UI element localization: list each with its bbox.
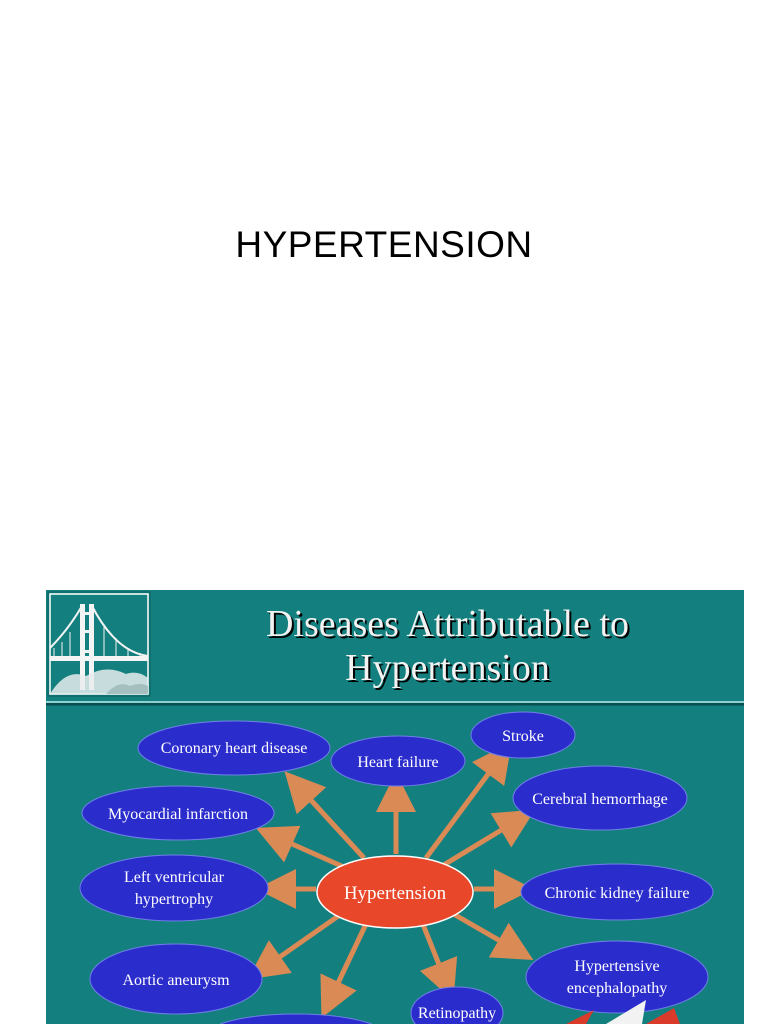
node-stroke	[471, 712, 575, 758]
node-bottom-cropped	[206, 1014, 386, 1024]
arrow-coronary	[298, 786, 364, 858]
arrow-cerebral	[442, 820, 518, 866]
node-label-line2: hypertrophy	[134, 891, 214, 908]
node-coronary-heart-disease	[138, 721, 330, 775]
node-label: Cerebral hemorrhage	[532, 791, 668, 808]
arrow-retinopathy	[422, 922, 446, 982]
node-retinopathy	[411, 987, 503, 1024]
node-label: Stroke	[502, 728, 544, 745]
node-chronic-kidney-failure	[521, 864, 713, 920]
golden-gate-bridge-icon	[48, 592, 150, 696]
node-label: Coronary heart disease	[160, 740, 308, 757]
node-label-line1: Left ventricular	[124, 869, 224, 886]
slide-title-line2: Hypertension	[345, 647, 550, 689]
node-label: Chronic kidney failure	[544, 885, 690, 902]
node-aortic-aneurysm	[90, 944, 262, 1014]
document-title: HYPERTENSION	[235, 224, 533, 265]
node-label: Myocardial infarction	[108, 806, 248, 823]
node-label: Heart failure	[357, 754, 439, 771]
node-left-ventricular-hypertrophy	[80, 855, 268, 921]
node-label-line2: encephalopathy	[566, 980, 668, 997]
node-hypertensive-encephalopathy	[526, 941, 708, 1013]
slide-title	[151, 590, 744, 702]
node-myocardial-infarction	[82, 786, 274, 840]
node-heart-failure	[331, 736, 465, 786]
node-label-line1: Hypertensive	[574, 958, 660, 975]
arrow-bottom	[330, 924, 366, 1000]
node-cerebral-hemorrhage	[513, 766, 687, 830]
node-label: Retinopathy	[417, 1005, 497, 1022]
node-center-hypertension	[317, 856, 473, 928]
arrow-aortic	[264, 912, 344, 968]
center-label: Hypertension	[343, 883, 447, 904]
arrow-myocardial	[274, 836, 346, 868]
node-label: Aortic aneurysm	[122, 972, 230, 989]
arrow-encephalopathy	[450, 912, 516, 950]
slide-title-line1: Diseases Attributable to	[265, 603, 630, 645]
diagram-slide	[46, 590, 744, 1024]
